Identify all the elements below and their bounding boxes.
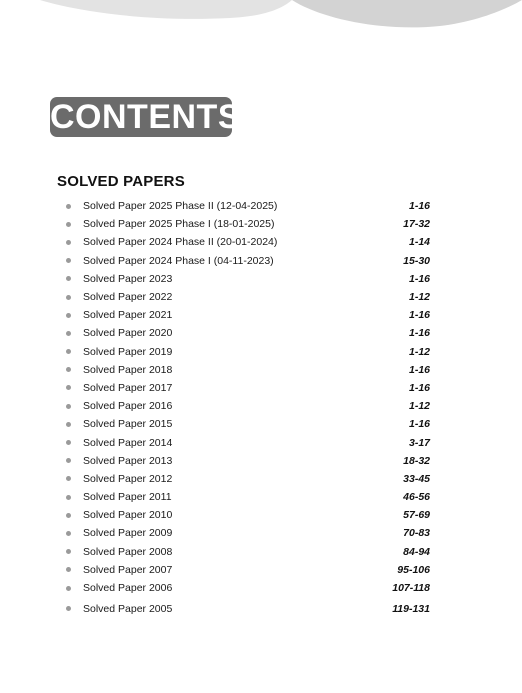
toc-entry-pages: 1-16 [408,327,430,340]
toc-entry-title: Solved Paper 2019 [83,345,173,358]
toc-entry-pages: 33-45 [403,472,430,485]
toc-entry-title: Solved Paper 2010 [83,509,173,522]
toc-entry-title: Solved Paper 2006 [83,582,173,595]
toc-entry[interactable] [66,233,430,251]
toc-entry-title: Solved Paper 2023 [83,272,173,285]
toc-entry[interactable] [66,561,430,579]
toc-entry-pages: 17-32 [403,218,430,231]
toc-entry-pages: 1-16 [408,418,430,431]
bullet-icon [66,204,71,209]
toc-entry[interactable] [66,252,430,270]
toc-entry[interactable] [66,524,430,542]
toc-entry-pages: 95-106 [397,563,430,576]
toc-list [66,197,430,618]
toc-entry-title: Solved Paper 2025 Phase II (12-04-2025) [83,200,278,213]
toc-entry-title: Solved Paper 2011 [83,491,172,504]
toc-entry[interactable] [66,361,430,379]
toc-entry-title: Solved Paper 2013 [83,454,173,467]
toc-entry-pages: 107-118 [392,582,430,595]
header-wave-decoration [0,0,522,40]
bullet-icon [66,276,71,281]
toc-entry-pages: 15-30 [403,254,430,267]
bullet-icon [66,440,71,445]
toc-entry-pages: 1-12 [408,291,430,304]
toc-entry-title: Solved Paper 2012 [83,472,173,485]
bullet-icon [66,606,71,611]
bullet-icon [66,531,71,536]
toc-entry[interactable] [66,288,430,306]
bullet-icon [66,258,71,263]
toc-entry-title: Solved Paper 2025 Phase I (18-01-2025) [83,218,275,231]
toc-entry[interactable] [66,579,430,597]
toc-entry-pages: 46-56 [403,491,430,504]
bullet-icon [66,222,71,227]
toc-entry-pages: 119-131 [392,602,430,615]
section-heading: SOLVED PAPERS [57,173,185,190]
toc-entry[interactable] [66,506,430,524]
toc-entry[interactable] [66,306,430,324]
toc-entry-title: Solved Paper 2024 Phase II (20-01-2024) [83,236,278,249]
toc-entry-pages: 57-69 [403,509,430,522]
bullet-icon [66,422,71,427]
toc-entry[interactable] [66,452,430,470]
toc-entry-pages: 84-94 [403,545,430,558]
toc-entry[interactable] [66,324,430,342]
toc-entry-title: Solved Paper 2014 [83,436,173,449]
bullet-icon [66,458,71,463]
toc-entry-pages: 1-16 [408,363,430,376]
bullet-icon [66,367,71,372]
bullet-icon [66,404,71,409]
toc-entry-title: Solved Paper 2022 [83,291,173,304]
bullet-icon [66,385,71,390]
toc-entry-pages: 3-17 [408,436,430,449]
contents-title: CONTENTS [50,98,241,136]
bullet-icon [66,349,71,354]
toc-entry[interactable] [66,488,430,506]
toc-entry[interactable] [66,415,430,433]
toc-entry-title: Solved Paper 2018 [83,363,173,376]
toc-entry-pages: 1-16 [408,272,430,285]
toc-entry-pages: 1-16 [408,381,430,394]
bullet-icon [66,549,71,554]
toc-entry[interactable] [66,397,430,415]
toc-entry-pages: 1-16 [408,200,430,213]
bullet-icon [66,495,71,500]
toc-entry-pages: 70-83 [403,527,430,540]
toc-entry[interactable] [66,600,430,618]
toc-entry[interactable] [66,270,430,288]
toc-entry-title: Solved Paper 2024 Phase I (04-11-2023) [83,254,274,267]
toc-entry-title: Solved Paper 2020 [83,327,173,340]
bullet-icon [66,513,71,518]
bullet-icon [66,331,71,336]
toc-entry[interactable] [66,379,430,397]
bullet-icon [66,567,71,572]
bullet-icon [66,586,71,591]
toc-entry[interactable] [66,215,430,233]
toc-entry-pages: 18-32 [403,454,430,467]
toc-entry-pages: 1-16 [408,309,430,322]
toc-entry[interactable] [66,433,430,451]
toc-entry-title: Solved Paper 2016 [83,400,173,413]
toc-entry-title: Solved Paper 2017 [83,381,173,394]
toc-entry-title: Solved Paper 2021 [83,309,173,322]
bullet-icon [66,240,71,245]
toc-entry[interactable] [66,543,430,561]
toc-entry[interactable] [66,470,430,488]
bullet-icon [66,476,71,481]
toc-entry-pages: 1-12 [408,345,430,358]
toc-entry-pages: 1-12 [408,400,430,413]
bullet-icon [66,313,71,318]
toc-entry-title: Solved Paper 2015 [83,418,173,431]
toc-entry[interactable] [66,343,430,361]
toc-entry-title: Solved Paper 2009 [83,527,173,540]
toc-entry-title: Solved Paper 2008 [83,545,173,558]
toc-entry-title: Solved Paper 2007 [83,563,173,576]
bullet-icon [66,295,71,300]
toc-entry-title: Solved Paper 2005 [83,602,173,615]
toc-entry-pages: 1-14 [408,236,430,249]
toc-entry[interactable] [66,197,430,215]
